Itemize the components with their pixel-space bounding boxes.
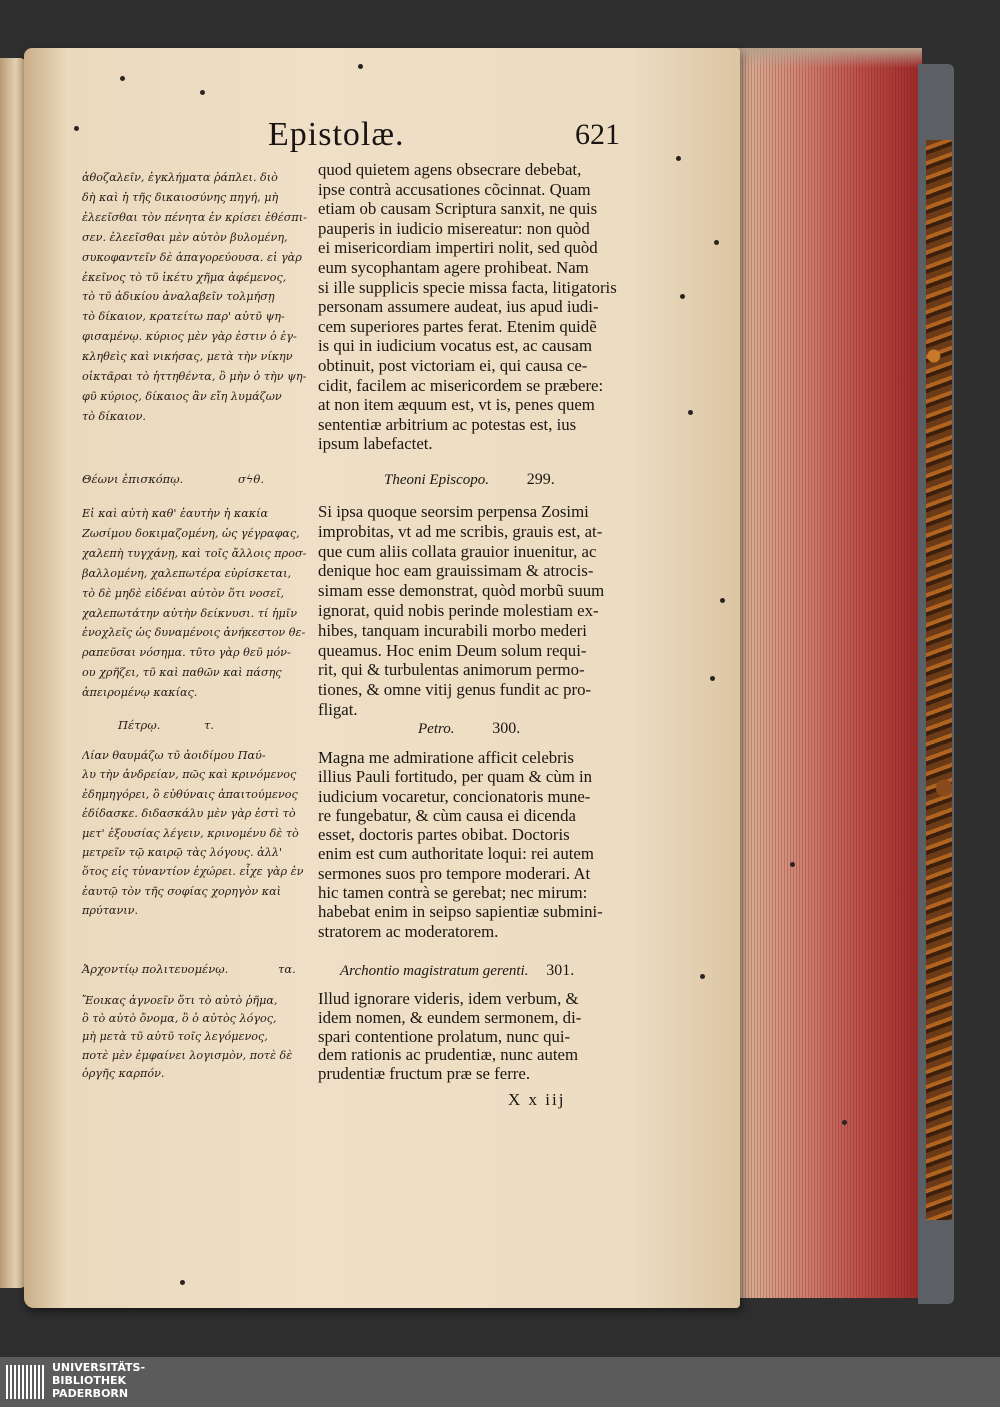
wormhole [676, 156, 681, 161]
text-line: φισαμένῳ. κύριος μὲν γὰρ ἐστιν ὁ ἐγ- [82, 330, 297, 344]
text-line: obtinuit, post victoriam ei, qui causa ce- [318, 355, 588, 375]
page-block-top-shade [736, 48, 922, 68]
wormhole [200, 90, 205, 95]
text-line: ἀθοζαλεῖν, ἐγκλήματα ῥάπλει. διὸ [82, 171, 278, 184]
wormhole [680, 294, 685, 299]
greek-heading-300: Πέτρῳ. τ. [118, 718, 215, 732]
text-line: re fungebatur, & cùm causa ei dicenda [318, 805, 576, 825]
text-line: τὸ τῦ ἀδικίου ἀναλαβεῖν τολμήσῃ [82, 290, 275, 304]
text-line: φῦ κύριος, δίκαιος ἂν εἴη λυμάζων [82, 389, 282, 403]
wormhole [790, 862, 795, 867]
text-line: quod quietem agens obsecrare debebat, [318, 160, 582, 179]
text-line: χαλεπωτάτην αὐτὴν δείκνυσι. τί ἡμῖν [82, 606, 297, 620]
text-line: prudentiæ fructum præ se ferre. [318, 1065, 531, 1084]
text-line: Εἰ καὶ αὐτὴ καθ' ἑαυτὴν ἡ κακία [82, 507, 269, 520]
text-line: idem nomen, & eundem sermonem, di- [318, 1008, 582, 1027]
text-line: σεν. ἐλεεῖσθαι μὲν αὐτὸν βυλομένη, [82, 230, 288, 244]
wormhole [714, 240, 719, 245]
greek-block-3 [82, 746, 314, 921]
text-line: τὸ δίκαιον. [82, 409, 146, 423]
text-line: enim est cum authoritate loqui: rei autem [318, 844, 594, 864]
text-line: rit, qui & turbulentas animorum permo- [318, 660, 585, 680]
text-line: ἐδημηγόρει, ὃ εὐθύναις ἀπαιτούμενος [82, 787, 298, 801]
facing-page-edge [0, 58, 26, 1288]
greek-heading-299: Θέωνι ἐπισκόπῳ. σϟθ. [82, 472, 265, 486]
greek-block-1 [82, 168, 314, 427]
wormhole [700, 974, 705, 979]
signature-mark: X x iij [508, 1090, 566, 1109]
text-line: ου χρῆζει, τῦ καὶ παθῶν καὶ πάσης [82, 666, 282, 680]
text-line: ἐλεεῖσθαι τὸν πένητα ἐν κρίσει ἐθέσπι- [82, 210, 307, 224]
text-line: ἐκεῖνος τὸ τῦ ἱκέτυ χῆμα ἀφέμενος, [82, 270, 287, 284]
text-line: denique hoc eam grauissimam & atrocis- [318, 561, 594, 581]
text-line: Si ipsa quoque seorsim perpensa Zosimi [318, 502, 589, 521]
text-line: simam esse demonstrat, quòd morbũ suum [318, 581, 605, 601]
text-line: χαλεπὴ τυγχάνῃ, καὶ τοῖς ἄλλοις προσ- [82, 546, 307, 560]
latin-heading-300: Petro. 300. [418, 720, 521, 737]
text-line: esset, doctoris partes obibat. Doctoris [318, 825, 570, 845]
text-line: stratorem ac moderatorem. [318, 921, 499, 941]
wormhole [710, 676, 715, 681]
wormhole [358, 64, 363, 69]
library-logo-icon [6, 1365, 46, 1399]
text-line: Illud ignorare videris, idem verbum, & [318, 990, 579, 1008]
page-header [260, 116, 620, 158]
text-line: dem rationis ac prudentiæ, nunc autem [318, 1046, 579, 1065]
text-line: τὸ δὲ μηδὲ εἰδέναι αὐτὸν ὅτι νοσεῖ, [82, 586, 285, 600]
text-line: sermones suos pro tempore moderari. At [318, 863, 591, 883]
wormhole [688, 410, 693, 415]
text-line: etiam ob causam Scriptura sanxit, ne quis [318, 199, 598, 219]
text-line: si ille supplicis specie missa facta, litigatoris [318, 277, 617, 297]
text-line: ἑαυτῷ τὸν τῆς σοφίας χορηγὸν καὶ [82, 884, 282, 898]
wormhole [180, 1280, 185, 1285]
text-line: συκοφαντεῖν δὲ ἀπαγορεύουσα. εἰ γὰρ [82, 250, 302, 264]
marbled-endpaper [926, 140, 952, 1220]
latin-block-3 [318, 748, 618, 941]
latin-block-4 [318, 990, 618, 1084]
text-line: ὅτος εἰς τὐναντίον ἐχώρει. εἶχε γὰρ ἐν [82, 865, 304, 879]
text-line: λυ τὴν ἀνδρείαν, πῶς καὶ κρινόμενος [82, 768, 297, 782]
text-line: μετ' ἐξουσίας λέγειν, κρινομένυ δὲ τὸ [82, 826, 299, 840]
text-line: improbitas, vt ad me scribis, grauis est, at- [318, 521, 603, 541]
text-line: is qui in iudicium vocatus est, ac causam [318, 336, 593, 356]
greek-block-2 [82, 504, 314, 703]
wormhole [842, 1120, 847, 1125]
greek-heading-301: Ἀρχοντίῳ πολιτευομένῳ. τα. [82, 962, 296, 976]
text-line: sententiæ arbitrium ac potestas est, ius [318, 414, 577, 434]
text-line: hibes, tanquam incurabili morbo mederi [318, 620, 587, 640]
text-line: κληθεὶς καὶ νικήσας, μετὰ τὴν νίκην [82, 350, 293, 364]
page-block-red-edge [736, 48, 922, 1298]
text-line: eum sycophantam agere prohibeat. Nam [318, 257, 589, 277]
text-line: ei misericordiam impertiri nolit, sed quòd [318, 238, 598, 258]
text-line: ὀργῆς καρπόν. [82, 1066, 165, 1080]
library-logo-text: UNIVERSITÄTS- BIBLIOTHEK PADERBORN [52, 1361, 146, 1400]
text-line: πρύτανιν. [82, 904, 139, 918]
text-line: ραπεῦσαι νόσημα. τῦτο γὰρ θεῦ μόν- [82, 646, 291, 660]
wormhole [120, 76, 125, 81]
latin-heading-299: Theoni Episcopo. 299. [384, 471, 555, 488]
text-line: Magna me admiratione afficit celebris [318, 748, 574, 767]
text-line: ποτὲ μὲν ἐμφαίνει λογισμὸν, ποτὲ δὲ [82, 1048, 293, 1062]
text-line: μὴ μετὰ τῦ αὐτῦ τοῖς λεγόμενος, [82, 1030, 268, 1044]
text-line: spari contentione prolatum, nunc qui- [318, 1027, 571, 1046]
wormhole [720, 598, 725, 603]
text-line: ἀπειρομένῳ κακίας. [82, 686, 198, 700]
page-number: 621 [575, 118, 620, 151]
wormhole [74, 126, 79, 131]
text-line: iudicium vocaretur, concionatoris mune- [318, 786, 591, 806]
text-line: μετρεῖν τῷ καιρῷ τὰς λόγους. ἀλλ' [82, 846, 282, 860]
text-line: ἐνοχλεῖς ὡς δυναμένοις ἀνήκεστον θε- [82, 626, 306, 640]
text-line: at non item æquum est, vt is, penes quem [318, 395, 595, 415]
text-line: ipsum labefactet. [318, 434, 433, 454]
text-line: que cum aliis collata grauior inuenitur, ac [318, 541, 597, 561]
text-line: habebat enim in seipso sapientiæ submini- [318, 902, 603, 922]
text-line: ipse contrà accusationes cõcinnat. Quam [318, 179, 591, 199]
text-line: illius Pauli fortitudo, per quam & cùm in [318, 767, 593, 787]
running-title: Epistolæ. [268, 116, 405, 153]
latin-heading-301: Archontio magistratum gerenti. 301. [340, 962, 575, 979]
text-line: queamus. Hoc enim Deum solum requi- [318, 640, 587, 660]
text-line: ἐδίδασκε. διδασκάλυ μὲν γὰρ ἐστὶ τὸ [82, 807, 296, 821]
library-footer [0, 1357, 1000, 1407]
text-line: Ἔοικας ἀγνοεῖν ὅτι τὸ αὐτὸ ῥῆμα, [82, 994, 278, 1007]
text-line: pauperis in iudicio misereatur: non quòd [318, 218, 590, 238]
text-line: hic tamen contrà se gerebat; nec mirum: [318, 883, 588, 903]
text-line: οἰκτᾶραι τὸ ἡττηθέντα, ὃ μὴν ὁ τὴν ψη- [82, 370, 307, 384]
latin-block-2 [318, 502, 618, 720]
text-line: δὴ καὶ ἡ τῆς δικαιοσύνης πηγή, μὴ [82, 190, 279, 204]
text-line: βαλλομένη, χαλεπωτέρα εὑρίσκεται, [82, 566, 292, 580]
text-line: Ζωσίμου δοκιμαζομένη, ὡς γέγραφας, [82, 526, 300, 540]
text-line: ὃ τὸ αὐτὸ ὄνομα, ὃ ὁ αὐτὸς λόγος, [82, 1012, 277, 1026]
text-line: tiones, & omne vitij genus fundit ac pro- [318, 680, 592, 700]
text-line: personam assumere audeat, ius apud iudi- [318, 297, 599, 317]
greek-block-4 [82, 992, 314, 1083]
text-line: cidit, facilem ac misericordem se præbere: [318, 375, 604, 395]
text-line: fligat. [318, 699, 358, 719]
latin-block-1 [318, 160, 618, 454]
text-line: τὸ δίκαιον, κρατείτω παρ' αὐτῦ ψη- [82, 310, 285, 324]
text-line: Λίαν θαυμάζω τῦ ἀοιδίμου Παύ- [82, 749, 266, 762]
text-line: cem superiores partes ferat. Etenim quidẽ [318, 316, 597, 336]
text-line: ignorat, quid nobis perinde molestiam ex- [318, 600, 599, 620]
